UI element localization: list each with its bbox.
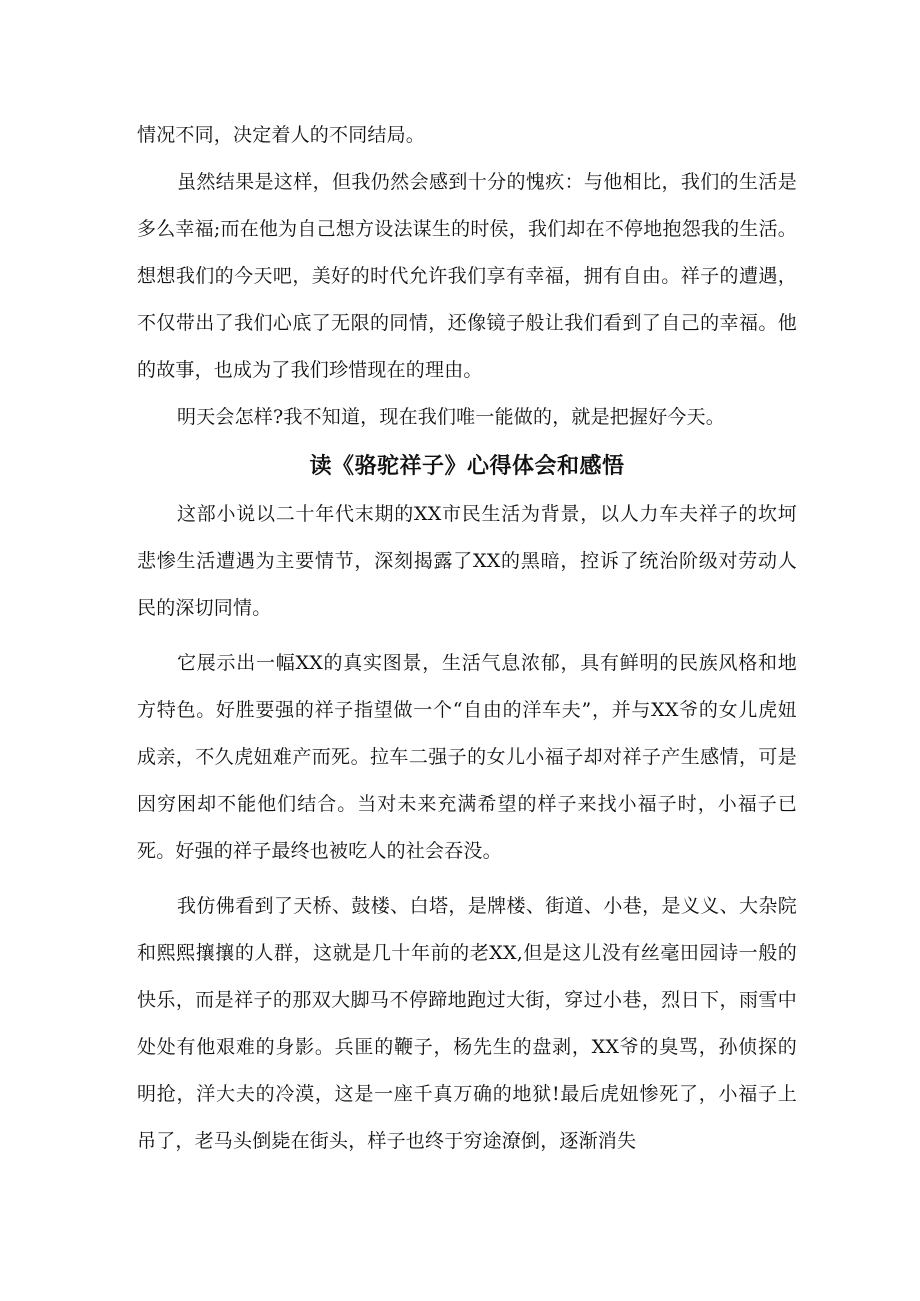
essay-title: 读《骆驼祥子》心得体会和感悟 xyxy=(309,453,625,479)
paragraph-old-city-impression: 我仿佛看到了天桥、鼓楼、白塔，是牌楼、街道、小巷，是义义、大杂院和熙熙攘攘的人群，这就是几十年前的老XX,但是这儿没有丝毫田园诗一般的快乐，而是祥子的那双大脚马不停蹄地跑过大街，穿过小巷，烈日下，雨雪中处处有他艰难的身影。兵匪的鞭子，杨先生的盘剥，XX爷的臭骂，孙侦探的明抢，洋大夫的冷漠，这是一座千真万确的地狱!最后虎妞惨死了，小福子上吊了，老马头倒毙在街头，样子也终于穷途潦倒，逐渐消失 xyxy=(137,895,797,1152)
paragraph-story-summary: 它展示出一幅XX的真实图景，生活气息浓郁，具有鲜明的民族风格和地方特色。好胜要强的祥子指望做一个“自由的洋车夫”，并与XX爷的女儿虎妞成亲，不久虎妞难产而死。拉车二强子的女儿小福子却对祥子产生感情，可是因穷困却不能他们结合。当对未来充满希望的样子来找小福子时，小福子已死。好强的祥子最终也被吃人的社会吞没。 xyxy=(137,652,797,862)
paragraph-spacer xyxy=(137,875,797,883)
paragraph-tomorrow: 明天会怎样?我不知道，现在我们唯一能做的，就是把握好今天。 xyxy=(177,406,725,428)
continuation-paragraph: 情况不同，决定着人的不同结局。 xyxy=(137,124,426,146)
paragraph-novel-background: 这部小说以二十年代末期的XX市民生活为背景，以人力车夫祥子的坎坷悲惨生活遭遇为主要情节，深刻揭露了XX的黑暗，控诉了统治阶级对劳动人民的深切同情。 xyxy=(137,503,797,619)
document-body xyxy=(137,112,797,1165)
paragraph-spacer xyxy=(137,632,797,640)
paragraph-guilt-reflection: 虽然结果是这样，但我仍然会感到十分的愧疚：与他相比，我们的生活是多么幸福;而在他为自己想方设法谋生的时侯，我们却在不停地抱怨我的生活。想想我们的今天吧，美好的时代允许我们享有幸福，拥有自由。祥子的遭遇，不仅带出了我们心底了无限的同情，还像镜子般让我们看到了自己的幸福。他的故事，也成为了我们珍惜现在的理由。 xyxy=(137,171,797,381)
